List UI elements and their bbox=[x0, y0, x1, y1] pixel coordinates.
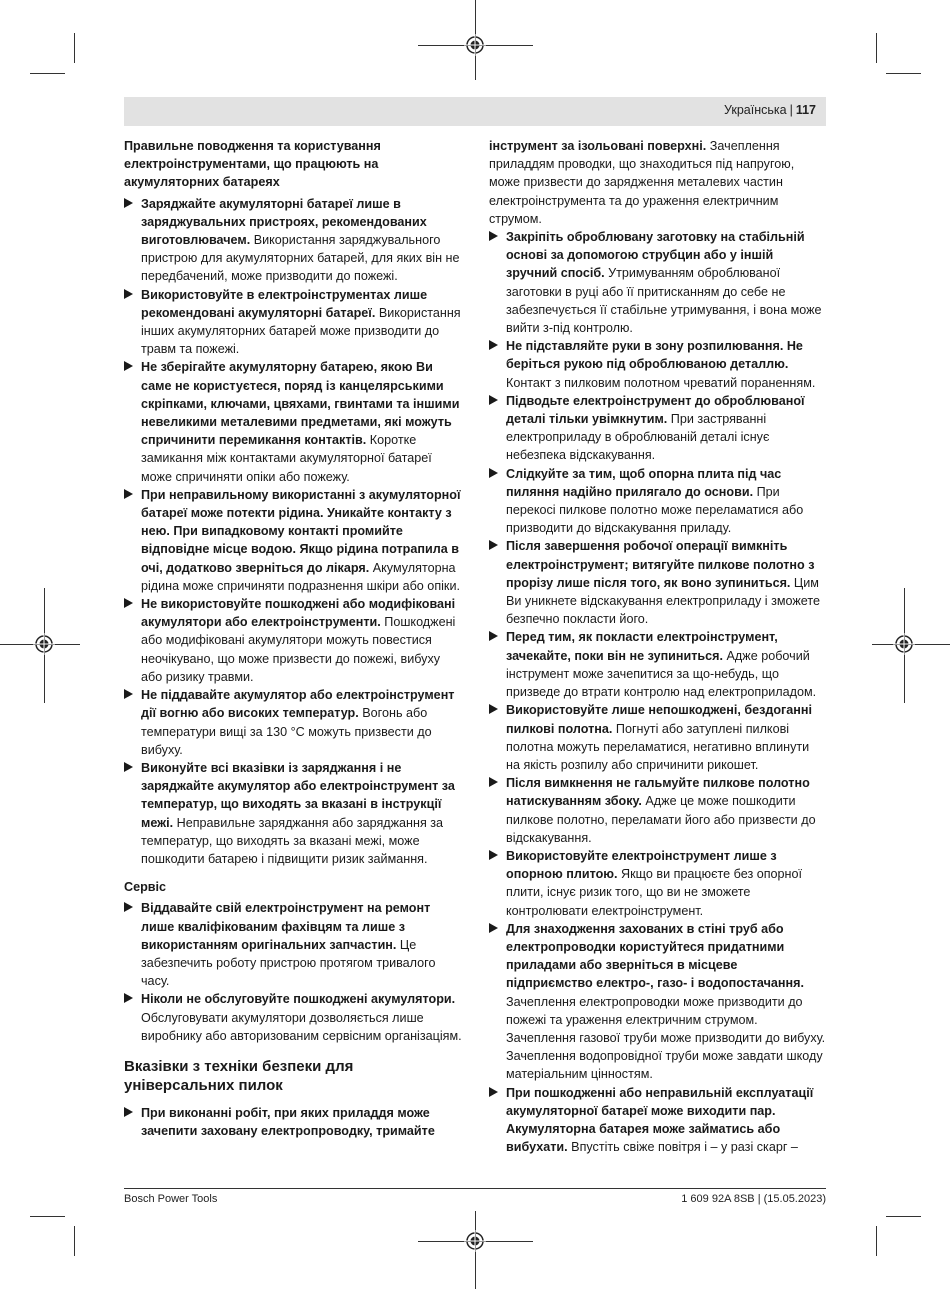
warning-text: Не підставляйте руки в зону розпилювання. Не беріться рукою під оброблюваною деталлю. bbox=[506, 339, 803, 372]
warning-text: Не зберігайте акумуляторну батарею, якою Ви саме не користуєтеся, поряд із канцелярськими скріпками, ключами, цвяхами, гвинтами та іншими невеликими металевими предметами, які можуть спричинити перемикання контактів. bbox=[141, 360, 460, 448]
bullet-triangle-icon bbox=[124, 762, 133, 772]
bullet-triangle-icon bbox=[124, 689, 133, 699]
bullet-triangle-icon bbox=[489, 777, 498, 787]
warning-text: Використовуйте в електроінструментах лише рекомендовані акумуляторні батареї. bbox=[141, 287, 428, 320]
registration-target-icon bbox=[464, 34, 486, 56]
safety-item bbox=[124, 686, 462, 759]
explanation-text: Коротке замикання між контактами акумуляторної батареї може спричиняти опіки або пожежу. bbox=[141, 433, 432, 484]
bullet-triangle-icon bbox=[489, 395, 498, 405]
bullet-triangle-icon bbox=[489, 631, 498, 641]
crop-mark bbox=[74, 33, 75, 63]
safety-item bbox=[124, 195, 462, 286]
section-heading-service: Сервіс bbox=[124, 880, 167, 895]
explanation-text: Використання заряджувального пристрою для акумуляторних батарей, для яких він не передбачений, може призводити до пожежі. bbox=[141, 233, 460, 284]
bullet-triangle-icon bbox=[489, 850, 498, 860]
explanation-text: Цим Ви уникнете відскакування електроприладу і зможете безпечно покласти його. bbox=[506, 575, 821, 627]
warning-text: Перед тим, як покласти електроінструмент, зачекайте, поки він не зупиниться. bbox=[506, 630, 778, 663]
safety-item bbox=[489, 920, 826, 1084]
bullet-triangle-icon bbox=[489, 231, 498, 241]
explanation-text: Погнуті або затуплені пилкові полотна можуть переламатися, негативно вплинути на якість розпилу або спричинити рикошет. bbox=[506, 721, 810, 772]
safety-item bbox=[489, 537, 826, 628]
explanation-text: Утримуванням оброблюваної заготовки в руці або її притисканням до себе не забезпечується її стабільне утримування, і вона може вийти з-під контролю. bbox=[506, 266, 822, 336]
crop-mark bbox=[876, 1226, 877, 1256]
warning-text: Слідкуйте за тим, щоб опорна плита під час пиляння надійно прилягало до основи. bbox=[506, 466, 782, 499]
safety-item bbox=[124, 595, 462, 686]
bullet-triangle-icon bbox=[124, 598, 133, 608]
safety-item bbox=[124, 990, 462, 1045]
explanation-text: Контакт з пилковим полотном чреватий пораненням. bbox=[506, 375, 816, 390]
warning-text: Для знаходження захованих в стіні труб або електропроводки користуйтеся придатними приладами або зверніться в місцеве підприємство електро-, газо- і водопостачання. bbox=[506, 921, 804, 991]
bullet-triangle-icon bbox=[124, 198, 133, 208]
safety-item bbox=[489, 628, 826, 701]
explanation-text: При перекосі пилкове полотно може переламатися або призводити до відскакування приладу. bbox=[506, 484, 804, 536]
explanation-text: Неправильне заряджання або заряджання за температур, що виходять за вказані межі, може пошкодити батарею і підвищити ризик займання. bbox=[141, 815, 444, 866]
header-language: Українська bbox=[723, 103, 787, 117]
crop-mark bbox=[876, 33, 877, 63]
right-column bbox=[489, 137, 826, 1156]
safety-item bbox=[489, 465, 826, 538]
warning-text: Віддавайте свій електроінструмент на ремонт лише кваліфікованим фахівцям та лише з використанням оригінальних запчастин. bbox=[141, 901, 431, 952]
safety-item bbox=[489, 392, 826, 465]
warning-text: При виконанні робіт, при яких приладдя може зачепити заховану електропроводку, тримайте bbox=[141, 1105, 435, 1139]
bullet-triangle-icon bbox=[124, 902, 133, 912]
safety-item bbox=[489, 847, 826, 920]
explanation-text: Це забезпечить роботу пристрою протягом тривалого часу. bbox=[141, 937, 436, 989]
warning-text: Використовуйте лише непошкоджені, бездоганні пилкові полотна. bbox=[506, 703, 813, 736]
safety-item bbox=[124, 1104, 462, 1140]
registration-target-icon bbox=[33, 633, 55, 655]
explanation-text: Використання інших акумуляторних батарей може призводити до травм та пожежі. bbox=[141, 305, 461, 357]
warning-text: Заряджайте акумуляторні батареї лише в заряджувальних пристроях, рекомендованих виготовлювачем. bbox=[141, 196, 427, 248]
bullet-triangle-icon bbox=[124, 361, 133, 371]
bullet-triangle-icon bbox=[489, 340, 498, 350]
header-label: Українська | 117 bbox=[723, 103, 816, 117]
explanation-text: Обслуговувати акумулятори дозволяється лише виробнику або авторизованим сервісним організаціям. bbox=[141, 1010, 462, 1043]
warning-text: Підводьте електроінструмент до оброблюваної деталі тільки увімкнутим. bbox=[506, 393, 805, 427]
warning-text: Після вимкнення не гальмуйте пилкове полотно натискуванням збоку. bbox=[506, 776, 810, 809]
safety-item bbox=[124, 286, 462, 359]
warning-text: інструмент за ізольовані поверхні. bbox=[489, 139, 707, 153]
footer-divider bbox=[124, 1188, 826, 1189]
warning-text: При пошкодженні або неправильній експлуатації акумуляторної батареї може виходити пар. Акумуляторна батарея може займатись або вибухати. bbox=[506, 1085, 814, 1155]
safety-item bbox=[124, 759, 462, 868]
bullet-triangle-icon bbox=[124, 993, 133, 1003]
safety-item bbox=[124, 899, 462, 990]
page-header bbox=[124, 97, 826, 126]
bullet-triangle-icon bbox=[489, 540, 498, 550]
bullet-triangle-icon bbox=[124, 289, 133, 299]
bullet-triangle-icon bbox=[489, 1087, 498, 1097]
section-heading-saws: Вказівки з техніки безпеки для універсальних пилок bbox=[124, 1057, 354, 1095]
warning-text: Не піддавайте акумулятор або електроінструмент дії вогню або високих температур. bbox=[141, 688, 455, 721]
footer-document-id: 1 609 92A 8SB | (15.05.2023) bbox=[681, 1193, 826, 1205]
registration-target-icon bbox=[893, 633, 915, 655]
explanation-text: Зачеплення приладдям проводки, що знаходиться під напругою, може призвести до зарядження металевих частин електроінструмента та до ураження електричним струмом. bbox=[489, 139, 795, 226]
explanation-text: Адже це може пошкодити пилкове полотно, переламати його або призвести до відскакування. bbox=[506, 794, 816, 845]
safety-item bbox=[124, 486, 462, 595]
safety-item bbox=[489, 228, 826, 337]
section-heading-battery: Правильне поводження та користування електроінструментами, що працюють на акумуляторних батареях bbox=[124, 139, 381, 190]
registration-target-icon bbox=[464, 1230, 486, 1252]
explanation-text: Впустіть свіже повітря і – у разі скарг – bbox=[567, 1140, 798, 1155]
safety-item bbox=[489, 1084, 826, 1157]
safety-item bbox=[489, 774, 826, 847]
crop-mark bbox=[886, 73, 921, 74]
safety-item bbox=[489, 701, 826, 774]
bullet-triangle-icon bbox=[489, 704, 498, 714]
bullet-triangle-icon bbox=[124, 489, 133, 499]
footer-brand: Bosch Power Tools bbox=[124, 1193, 218, 1205]
crop-mark bbox=[30, 73, 65, 74]
warning-text: Закріпіть оброблювану заготовку на стабільній основі за допомогою струбцин або у іншій зручний спосіб. bbox=[506, 230, 805, 281]
warning-text: Ніколи не обслуговуйте пошкоджені акумулятори. bbox=[141, 992, 456, 1007]
bullet-triangle-icon bbox=[489, 468, 498, 478]
warning-text: При неправильному використанні з акумуляторної батареї може потекти рідина. Уникайте контакту з нею. При випадковому контакті промийте відповідне місце водою. Якщо рідина потрапила в очі, додатково зверніться до лікаря. bbox=[141, 487, 461, 575]
explanation-text: Адже робочий інструмент може зачепитися за що-небудь, що призведе до втрати контролю над електроприладом. bbox=[506, 648, 817, 700]
continued-item bbox=[489, 137, 826, 228]
crop-mark bbox=[30, 1216, 65, 1217]
left-column bbox=[124, 137, 462, 1140]
warning-text: Після завершення робочої операції вимкніть електроінструмент; витягуйте пилкове полотно з прорізу лише після того, як воно зупиниться. bbox=[506, 539, 815, 590]
explanation-text: Акумуляторна рідина може спричиняти подразнення шкіри або опіки. bbox=[141, 560, 460, 593]
safety-item bbox=[124, 358, 462, 485]
warning-text: Виконуйте всі вказівки із заряджання і не заряджайте акумулятор або електроінструмент за температур, що виходять за вказані в інструкції межі. bbox=[141, 760, 455, 830]
bullet-triangle-icon bbox=[124, 1107, 133, 1117]
explanation-text: Вогонь або температури вищі за 130 °C можуть призвести до вибуху. bbox=[141, 706, 432, 757]
crop-mark bbox=[886, 1216, 921, 1217]
explanation-text: При застряванні електроприладу в оброблюваній деталі існує небезпека відскакування. bbox=[506, 412, 770, 463]
safety-item bbox=[489, 337, 826, 392]
explanation-text: Зачеплення електропроводки може призводити до пожежі та ураження електричним струмом. Зачеплення газової труби може призводити до вибуху. Зачеплення водопровідної труби може завдати шкоду матеріальним цінностям. bbox=[506, 994, 826, 1082]
warning-text: Не використовуйте пошкоджені або модифіковані акумулятори або електроінструменти. bbox=[141, 597, 456, 630]
explanation-text: Пошкоджені або модифіковані акумулятори можуть повестися неочікувано, що може призвести до пожежі, вибуху або ризику травми. bbox=[141, 615, 456, 684]
warning-text: Використовуйте електроінструмент лише з опорною плитою. bbox=[506, 848, 777, 882]
bullet-triangle-icon bbox=[489, 923, 498, 933]
explanation-text: Якщо ви працюєте без опорної плити, існує ризик того, що ви не зможете контролювати електроінструмент. bbox=[506, 867, 803, 918]
page-number: 117 bbox=[795, 103, 816, 117]
crop-mark bbox=[74, 1226, 75, 1256]
